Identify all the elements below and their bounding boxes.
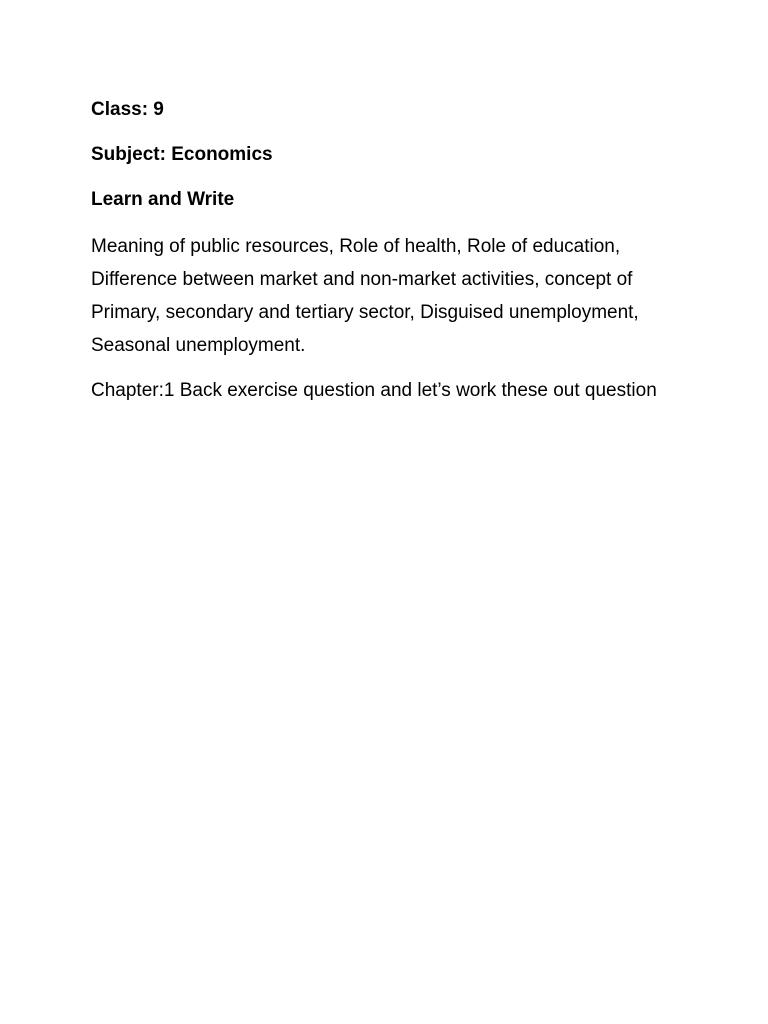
class-heading: Class: 9: [91, 99, 164, 120]
topics-paragraph: Meaning of public resources, Role of health, Role of education, Difference between market and non-market activities, concept of Primary, secondary and tertiary sector, Disguised unemployment, Seasonal unemployment.: [91, 236, 639, 356]
exercise-paragraph: Chapter:1 Back exercise question and let’s work these out question: [91, 380, 657, 401]
subject-heading: Subject: Economics: [91, 144, 273, 165]
document-body: [91, 95, 691, 419]
task-heading: Learn and Write: [91, 189, 235, 210]
